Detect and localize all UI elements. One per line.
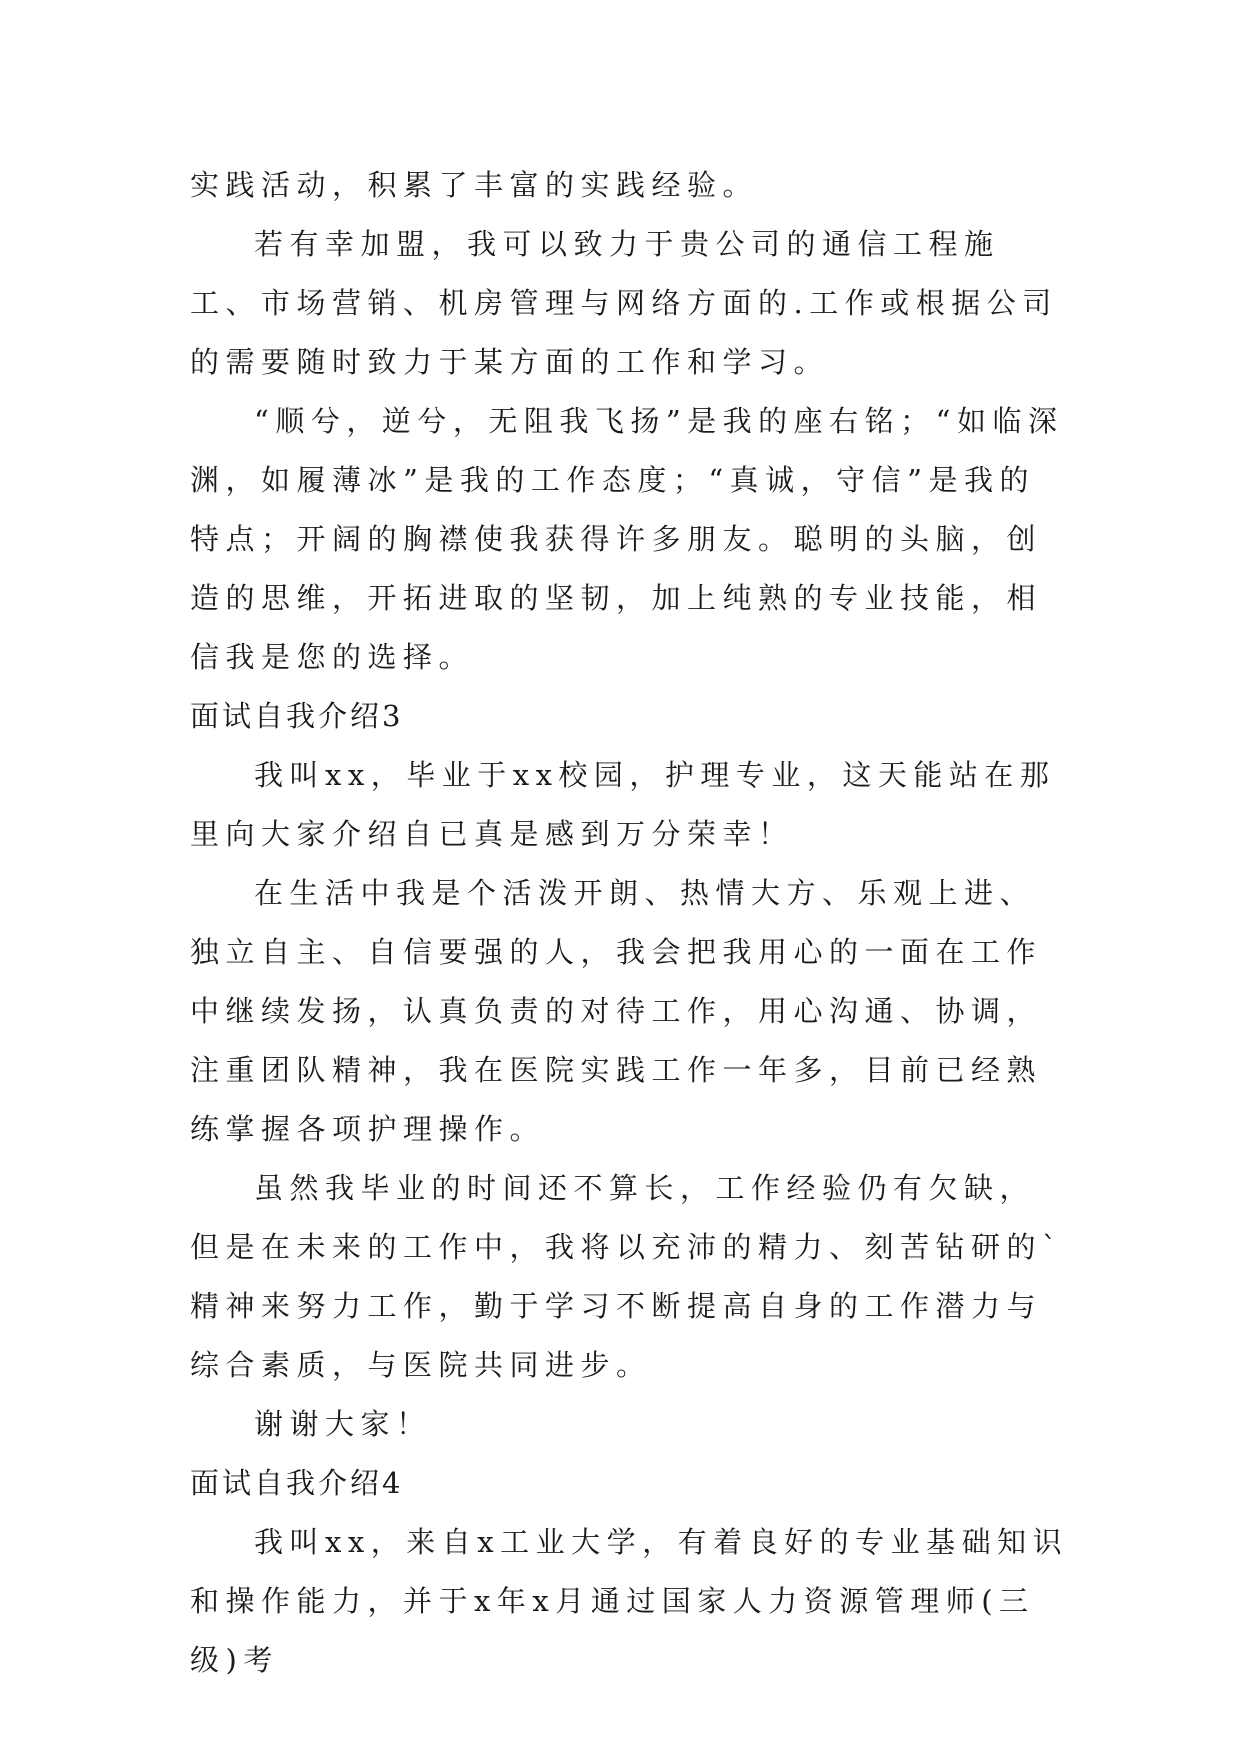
paragraph-future-work: 虽然我毕业的时间还不算长，工作经验仍有欠缺，但是在未来的工作中，我将以充沛的精力、刻苦钻研的`精神来努力工作，勤于学习不断提高自身的工作潜力与综合素质，与医院共同进步。 — [190, 1171, 1064, 1382]
paragraph-thanks: 谢谢大家！ — [254, 1407, 432, 1441]
paragraph-continuation: 实践活动，积累了丰富的实践经验。 — [190, 168, 759, 202]
paragraph-career-goals: 若有幸加盟，我可以致力于贵公司的通信工程施工、市场营销、机房管理与网络方面的.工作或根据公司的需要随时致力于某方面的工作和学习。 — [190, 227, 1058, 379]
paragraph-motto: “顺兮，逆兮，无阻我飞扬”是我的座右铭；“如临深渊，如履薄冰”是我的工作态度；“真诚，守信”是我的特点；开阔的胸襟使我获得许多朋友。聪明的头脑，创造的思维，开拓进取的坚韧，加上纯熟的专业技能，相信我是您的选择。 — [190, 404, 1064, 674]
paragraph-intro-university: 我叫xx，来自x工业大学，有着良好的专业基础知识和操作能力，并于x年x月通过国家人力资源管理师(三级)考 — [190, 1525, 1069, 1677]
paragraph-intro-name: 我叫xx，毕业于xx校园，护理专业，这天能站在那里向大家介绍自已真是感到万分荣幸！ — [190, 758, 1056, 851]
document-body — [190, 156, 1070, 1690]
section-heading-4: 面试自我介绍4 — [190, 1466, 404, 1500]
section-heading-3: 面试自我介绍3 — [190, 699, 404, 733]
paragraph-personality: 在生活中我是个活泼开朗、热情大方、乐观上进、独立自主、自信要强的人，我会把我用心的一面在工作中继续发扬，认真负责的对待工作，用心沟通、协调，注重团队精神，我在医院实践工作一年多，目前已经熟练掌握各项护理操作。 — [190, 876, 1043, 1146]
